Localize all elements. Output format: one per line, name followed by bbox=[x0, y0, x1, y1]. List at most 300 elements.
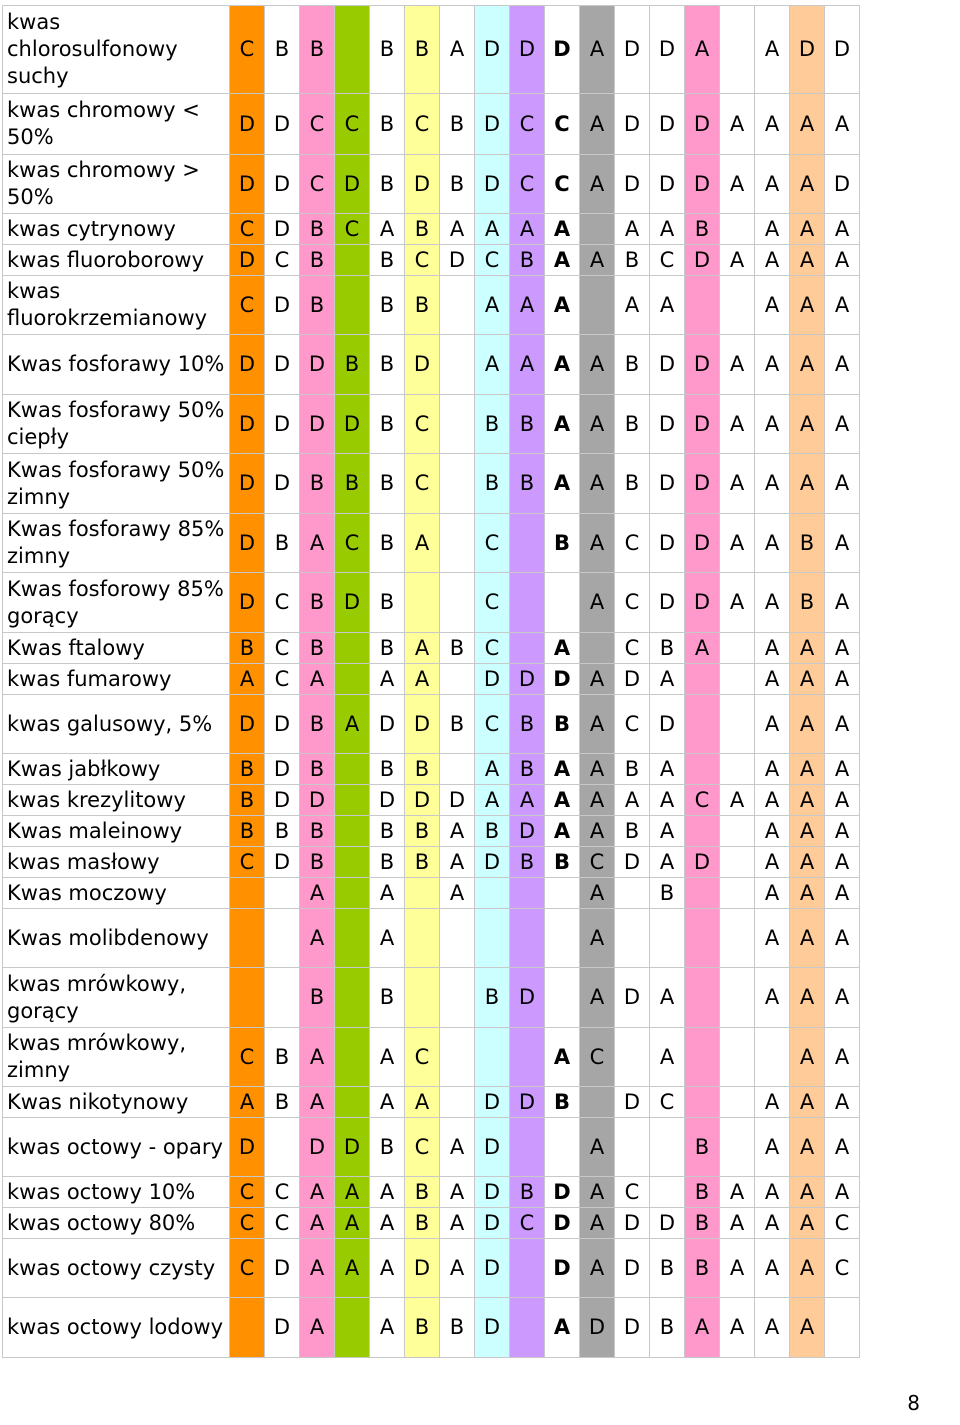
rating-cell: D bbox=[650, 335, 685, 395]
rating-cell: D bbox=[265, 847, 300, 878]
table-row bbox=[3, 395, 860, 454]
rating-cell: A bbox=[510, 335, 545, 395]
rating-cell: B bbox=[300, 245, 335, 276]
rating-cell bbox=[650, 1118, 685, 1177]
rating-cell: A bbox=[545, 1028, 580, 1087]
rating-cell bbox=[580, 214, 615, 245]
rating-cell: D bbox=[370, 785, 405, 816]
rating-cell bbox=[335, 785, 370, 816]
rating-cell: D bbox=[440, 245, 475, 276]
rating-cell: D bbox=[510, 6, 545, 94]
rating-cell: B bbox=[650, 1298, 685, 1358]
rating-cell: A bbox=[580, 785, 615, 816]
rating-cell: D bbox=[650, 94, 685, 155]
rating-cell: D bbox=[615, 968, 650, 1028]
table-row bbox=[3, 245, 860, 276]
rating-cell bbox=[440, 754, 475, 785]
rating-cell: A bbox=[335, 1208, 370, 1239]
table-row bbox=[3, 514, 860, 573]
rating-cell: A bbox=[755, 909, 790, 968]
rating-cell: D bbox=[405, 785, 440, 816]
rating-cell: A bbox=[720, 395, 755, 454]
rating-cell bbox=[615, 909, 650, 968]
rating-cell: D bbox=[580, 1298, 615, 1358]
table-row bbox=[3, 785, 860, 816]
rating-cell: D bbox=[650, 1208, 685, 1239]
rating-cell: B bbox=[545, 695, 580, 754]
rating-cell: B bbox=[335, 454, 370, 514]
rating-cell: D bbox=[650, 573, 685, 633]
chemical-name: Kwas fosforawy 10% bbox=[3, 335, 230, 395]
rating-cell: A bbox=[545, 816, 580, 847]
rating-cell: A bbox=[755, 878, 790, 909]
rating-cell: A bbox=[790, 664, 825, 695]
rating-cell: D bbox=[650, 395, 685, 454]
rating-cell: B bbox=[650, 1239, 685, 1298]
rating-cell: C bbox=[230, 214, 265, 245]
rating-cell: C bbox=[265, 573, 300, 633]
rating-cell: B bbox=[405, 1208, 440, 1239]
rating-cell bbox=[265, 1118, 300, 1177]
rating-cell: D bbox=[230, 695, 265, 754]
rating-cell: A bbox=[370, 1208, 405, 1239]
rating-cell bbox=[440, 1028, 475, 1087]
chemical-name: kwas chromowy > 50% bbox=[3, 155, 230, 214]
rating-cell: A bbox=[370, 214, 405, 245]
table-row bbox=[3, 1118, 860, 1177]
rating-cell bbox=[510, 633, 545, 664]
rating-cell: D bbox=[475, 1118, 510, 1177]
rating-cell: D bbox=[615, 1087, 650, 1118]
rating-cell bbox=[720, 633, 755, 664]
rating-cell bbox=[615, 1118, 650, 1177]
rating-cell: B bbox=[615, 245, 650, 276]
rating-cell: A bbox=[475, 214, 510, 245]
rating-cell bbox=[335, 664, 370, 695]
rating-cell bbox=[335, 245, 370, 276]
rating-cell: A bbox=[825, 245, 860, 276]
rating-cell: A bbox=[755, 816, 790, 847]
chemical-name: kwas mrówkowy, gorący bbox=[3, 968, 230, 1028]
rating-cell: B bbox=[405, 754, 440, 785]
rating-cell: A bbox=[755, 1118, 790, 1177]
rating-cell: B bbox=[510, 395, 545, 454]
rating-cell: C bbox=[300, 155, 335, 214]
rating-cell: A bbox=[335, 1177, 370, 1208]
table-row bbox=[3, 6, 860, 94]
rating-cell: D bbox=[685, 155, 720, 214]
rating-cell: A bbox=[615, 785, 650, 816]
rating-cell: C bbox=[230, 1239, 265, 1298]
rating-cell bbox=[650, 909, 685, 968]
rating-cell: A bbox=[545, 754, 580, 785]
rating-cell: D bbox=[650, 695, 685, 754]
rating-cell: B bbox=[650, 878, 685, 909]
rating-cell: B bbox=[265, 816, 300, 847]
rating-cell: A bbox=[790, 276, 825, 335]
table-row bbox=[3, 664, 860, 695]
rating-cell bbox=[545, 878, 580, 909]
chemical-name: Kwas nikotynowy bbox=[3, 1087, 230, 1118]
rating-cell: D bbox=[685, 395, 720, 454]
rating-cell: B bbox=[370, 968, 405, 1028]
rating-cell: D bbox=[475, 1239, 510, 1298]
rating-cell: A bbox=[405, 1087, 440, 1118]
rating-cell: B bbox=[510, 754, 545, 785]
rating-cell: A bbox=[755, 276, 790, 335]
rating-cell: A bbox=[755, 754, 790, 785]
rating-cell: B bbox=[370, 155, 405, 214]
rating-cell: A bbox=[370, 1028, 405, 1087]
rating-cell: B bbox=[300, 968, 335, 1028]
rating-cell bbox=[685, 1087, 720, 1118]
rating-cell: A bbox=[825, 276, 860, 335]
rating-cell: D bbox=[685, 454, 720, 514]
rating-cell: A bbox=[755, 94, 790, 155]
rating-cell: A bbox=[720, 785, 755, 816]
rating-cell: A bbox=[755, 335, 790, 395]
rating-cell: C bbox=[475, 514, 510, 573]
rating-cell: A bbox=[545, 454, 580, 514]
table-row bbox=[3, 847, 860, 878]
rating-cell: A bbox=[370, 1087, 405, 1118]
rating-cell bbox=[510, 878, 545, 909]
rating-cell: B bbox=[230, 754, 265, 785]
rating-cell: D bbox=[300, 395, 335, 454]
rating-cell: A bbox=[825, 785, 860, 816]
rating-cell: A bbox=[510, 276, 545, 335]
rating-cell: D bbox=[335, 155, 370, 214]
rating-cell: D bbox=[650, 155, 685, 214]
rating-cell: A bbox=[545, 1298, 580, 1358]
rating-cell: C bbox=[545, 94, 580, 155]
rating-cell: A bbox=[300, 514, 335, 573]
rating-cell: A bbox=[790, 847, 825, 878]
rating-cell: A bbox=[300, 1177, 335, 1208]
rating-cell: D bbox=[405, 1239, 440, 1298]
rating-cell: B bbox=[545, 1087, 580, 1118]
rating-cell bbox=[440, 573, 475, 633]
rating-cell: D bbox=[300, 1118, 335, 1177]
rating-cell: B bbox=[615, 454, 650, 514]
chemical-name: kwas masłowy bbox=[3, 847, 230, 878]
rating-cell: D bbox=[475, 847, 510, 878]
rating-cell: A bbox=[300, 909, 335, 968]
rating-cell: C bbox=[615, 1177, 650, 1208]
rating-cell: A bbox=[825, 878, 860, 909]
rating-cell: B bbox=[335, 335, 370, 395]
rating-cell: A bbox=[580, 514, 615, 573]
rating-cell: A bbox=[755, 847, 790, 878]
rating-cell: A bbox=[370, 1239, 405, 1298]
rating-cell: C bbox=[230, 1208, 265, 1239]
rating-cell: D bbox=[615, 6, 650, 94]
chemical-name: kwas octowy lodowy bbox=[3, 1298, 230, 1358]
rating-cell bbox=[685, 276, 720, 335]
rating-cell bbox=[685, 695, 720, 754]
rating-cell: A bbox=[755, 573, 790, 633]
rating-cell: A bbox=[580, 94, 615, 155]
rating-cell: A bbox=[790, 1239, 825, 1298]
rating-cell: A bbox=[720, 1177, 755, 1208]
rating-cell: B bbox=[405, 276, 440, 335]
rating-cell: D bbox=[685, 335, 720, 395]
rating-cell: D bbox=[230, 514, 265, 573]
rating-cell: A bbox=[440, 1208, 475, 1239]
rating-cell bbox=[440, 335, 475, 395]
rating-cell: A bbox=[545, 214, 580, 245]
rating-cell: B bbox=[475, 816, 510, 847]
rating-cell: B bbox=[440, 94, 475, 155]
rating-cell: A bbox=[300, 1028, 335, 1087]
rating-cell: C bbox=[300, 94, 335, 155]
rating-cell: D bbox=[370, 695, 405, 754]
rating-cell: A bbox=[475, 335, 510, 395]
rating-cell: B bbox=[230, 633, 265, 664]
rating-cell: A bbox=[475, 785, 510, 816]
rating-cell: B bbox=[440, 633, 475, 664]
rating-cell: A bbox=[720, 573, 755, 633]
rating-cell: D bbox=[545, 1208, 580, 1239]
rating-cell bbox=[510, 514, 545, 573]
rating-cell: B bbox=[510, 695, 545, 754]
rating-cell: D bbox=[265, 276, 300, 335]
rating-cell bbox=[265, 909, 300, 968]
rating-cell: A bbox=[755, 155, 790, 214]
rating-cell: B bbox=[300, 847, 335, 878]
rating-cell: B bbox=[615, 754, 650, 785]
rating-cell: A bbox=[755, 214, 790, 245]
rating-cell: B bbox=[300, 214, 335, 245]
rating-cell: D bbox=[440, 785, 475, 816]
rating-cell: A bbox=[300, 1298, 335, 1358]
rating-cell: A bbox=[580, 1208, 615, 1239]
rating-cell: C bbox=[405, 395, 440, 454]
rating-cell bbox=[230, 878, 265, 909]
table-row bbox=[3, 1298, 860, 1358]
rating-cell bbox=[685, 1028, 720, 1087]
rating-cell: A bbox=[545, 276, 580, 335]
table-row bbox=[3, 633, 860, 664]
table-row bbox=[3, 968, 860, 1028]
rating-cell: C bbox=[615, 573, 650, 633]
rating-cell: A bbox=[650, 785, 685, 816]
rating-cell: A bbox=[510, 785, 545, 816]
rating-cell: C bbox=[825, 1208, 860, 1239]
rating-cell: B bbox=[265, 1028, 300, 1087]
rating-cell bbox=[720, 1028, 755, 1087]
rating-cell bbox=[335, 878, 370, 909]
rating-cell: B bbox=[370, 335, 405, 395]
rating-cell bbox=[720, 1118, 755, 1177]
rating-cell bbox=[405, 968, 440, 1028]
rating-cell bbox=[440, 454, 475, 514]
rating-cell bbox=[720, 276, 755, 335]
rating-cell bbox=[510, 909, 545, 968]
rating-cell: A bbox=[790, 785, 825, 816]
rating-cell: D bbox=[475, 94, 510, 155]
rating-cell: C bbox=[230, 1028, 265, 1087]
rating-cell bbox=[720, 754, 755, 785]
chemical-name: Kwas fosforawy 50% zimny bbox=[3, 454, 230, 514]
rating-cell bbox=[405, 878, 440, 909]
rating-cell bbox=[545, 909, 580, 968]
rating-cell: A bbox=[580, 155, 615, 214]
rating-cell: A bbox=[790, 1028, 825, 1087]
rating-cell: D bbox=[405, 335, 440, 395]
rating-cell bbox=[720, 664, 755, 695]
rating-cell: B bbox=[405, 847, 440, 878]
rating-cell: D bbox=[300, 785, 335, 816]
rating-cell: D bbox=[685, 847, 720, 878]
rating-cell: A bbox=[790, 816, 825, 847]
rating-cell bbox=[685, 878, 720, 909]
rating-cell bbox=[720, 816, 755, 847]
rating-cell: B bbox=[405, 6, 440, 94]
rating-cell: C bbox=[510, 1208, 545, 1239]
rating-cell: B bbox=[475, 968, 510, 1028]
table-row bbox=[3, 573, 860, 633]
rating-cell: C bbox=[405, 245, 440, 276]
rating-cell: A bbox=[755, 1208, 790, 1239]
rating-cell: D bbox=[265, 1298, 300, 1358]
rating-cell: D bbox=[545, 1177, 580, 1208]
rating-cell: D bbox=[265, 155, 300, 214]
rating-cell: A bbox=[790, 214, 825, 245]
rating-cell: A bbox=[790, 1208, 825, 1239]
rating-cell: D bbox=[545, 1239, 580, 1298]
rating-cell: A bbox=[825, 1118, 860, 1177]
rating-cell: C bbox=[265, 245, 300, 276]
rating-cell bbox=[545, 573, 580, 633]
rating-cell: A bbox=[440, 847, 475, 878]
rating-cell: B bbox=[615, 335, 650, 395]
table-row bbox=[3, 1208, 860, 1239]
rating-cell: A bbox=[825, 633, 860, 664]
chemical-name: kwas mrówkowy, zimny bbox=[3, 1028, 230, 1087]
rating-cell: D bbox=[545, 664, 580, 695]
rating-cell bbox=[405, 573, 440, 633]
chemical-name: kwas krezylitowy bbox=[3, 785, 230, 816]
rating-cell bbox=[230, 1298, 265, 1358]
rating-cell: B bbox=[510, 454, 545, 514]
rating-cell: A bbox=[790, 878, 825, 909]
table-row bbox=[3, 695, 860, 754]
rating-cell bbox=[720, 214, 755, 245]
rating-cell: B bbox=[370, 276, 405, 335]
rating-cell bbox=[440, 276, 475, 335]
rating-cell: A bbox=[370, 1298, 405, 1358]
rating-cell: C bbox=[580, 1028, 615, 1087]
rating-cell: A bbox=[755, 6, 790, 94]
rating-cell: C bbox=[825, 1239, 860, 1298]
rating-cell: B bbox=[615, 816, 650, 847]
rating-cell: B bbox=[370, 633, 405, 664]
table-row bbox=[3, 754, 860, 785]
rating-cell: A bbox=[755, 968, 790, 1028]
rating-cell: D bbox=[335, 395, 370, 454]
rating-cell bbox=[335, 968, 370, 1028]
rating-cell: A bbox=[790, 968, 825, 1028]
rating-cell bbox=[335, 754, 370, 785]
rating-cell: A bbox=[825, 514, 860, 573]
rating-cell: B bbox=[300, 6, 335, 94]
rating-cell: D bbox=[230, 454, 265, 514]
rating-cell: A bbox=[720, 1298, 755, 1358]
chemical-name: Kwas maleinowy bbox=[3, 816, 230, 847]
chemical-resistance-table bbox=[2, 5, 860, 1358]
rating-cell: D bbox=[790, 6, 825, 94]
rating-cell bbox=[580, 633, 615, 664]
rating-cell: A bbox=[580, 395, 615, 454]
rating-cell bbox=[615, 1028, 650, 1087]
table-row bbox=[3, 335, 860, 395]
rating-cell: B bbox=[440, 1298, 475, 1358]
rating-cell: A bbox=[790, 94, 825, 155]
rating-cell: D bbox=[230, 573, 265, 633]
rating-cell: A bbox=[790, 754, 825, 785]
rating-cell: A bbox=[650, 968, 685, 1028]
rating-cell: A bbox=[545, 245, 580, 276]
rating-cell: A bbox=[720, 335, 755, 395]
rating-cell bbox=[230, 909, 265, 968]
rating-cell: B bbox=[685, 1177, 720, 1208]
rating-cell: A bbox=[790, 454, 825, 514]
rating-cell: D bbox=[650, 514, 685, 573]
rating-cell: A bbox=[440, 816, 475, 847]
rating-cell: C bbox=[475, 695, 510, 754]
rating-cell: A bbox=[615, 214, 650, 245]
rating-cell: D bbox=[545, 6, 580, 94]
table-row bbox=[3, 878, 860, 909]
rating-cell: A bbox=[685, 1298, 720, 1358]
chemical-name: kwas fumarowy bbox=[3, 664, 230, 695]
rating-cell bbox=[720, 847, 755, 878]
rating-cell: B bbox=[370, 847, 405, 878]
rating-cell: A bbox=[720, 94, 755, 155]
rating-cell: A bbox=[720, 1208, 755, 1239]
rating-cell: C bbox=[335, 514, 370, 573]
rating-cell: A bbox=[650, 754, 685, 785]
rating-cell: A bbox=[650, 276, 685, 335]
rating-cell: B bbox=[300, 754, 335, 785]
rating-cell: C bbox=[510, 94, 545, 155]
rating-cell: B bbox=[545, 847, 580, 878]
table-row bbox=[3, 214, 860, 245]
rating-cell bbox=[720, 1087, 755, 1118]
rating-cell: A bbox=[370, 1177, 405, 1208]
rating-cell bbox=[720, 878, 755, 909]
rating-cell bbox=[510, 1298, 545, 1358]
rating-cell: A bbox=[650, 214, 685, 245]
rating-cell: A bbox=[755, 1177, 790, 1208]
rating-cell bbox=[650, 1177, 685, 1208]
rating-cell: A bbox=[300, 1208, 335, 1239]
rating-cell bbox=[440, 968, 475, 1028]
rating-cell: D bbox=[230, 155, 265, 214]
rating-cell: A bbox=[580, 695, 615, 754]
rating-cell: C bbox=[650, 1087, 685, 1118]
rating-cell: B bbox=[545, 514, 580, 573]
table-row bbox=[3, 1239, 860, 1298]
rating-cell: A bbox=[650, 847, 685, 878]
rating-cell: B bbox=[300, 454, 335, 514]
rating-cell: A bbox=[755, 633, 790, 664]
rating-cell: A bbox=[720, 514, 755, 573]
rating-cell: D bbox=[475, 155, 510, 214]
rating-cell: B bbox=[300, 573, 335, 633]
rating-cell: B bbox=[230, 785, 265, 816]
